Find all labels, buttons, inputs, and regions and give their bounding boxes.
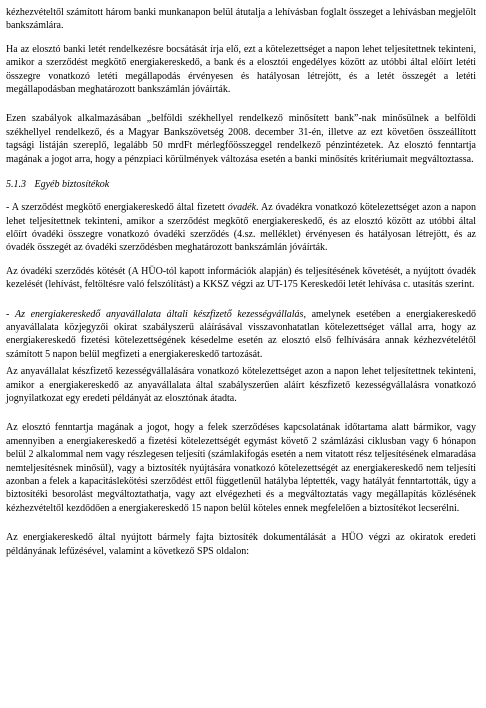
paragraph-guarantee-fulfilment: Az anyavállalat készfizető kezességvállalására vonatkozó kötelezettséget azon a napon lehet teljesítettnek tekinteni, amikor a energiakereskedő az anyavállalata által szabályszerűen aláírt készfizető kezességvállalásra vonatkozó jognyilatkozat egy eredeti példányát az elosztónak átadta.	[6, 366, 476, 404]
paragraph-transfer: kézhezvételtől számított három banki munkanapon belül átutalja a lehívásban foglalt összeget a lehívásban megjelölt bankszámlára.	[6, 7, 476, 32]
ovadek-rest: . Az óvadékra vonatkozó kötelezettséget azon a napon lehet teljesítettnek tekinteni, amikor a szerződést megkötő energiakereskedő, és az elosztó között az utóbbi által előírt óvadéki összegre vonatkozó óvadéki szerződés (4.sz. melléklet) érvényesen és hatályosan létrejött, és az óvadék összegét az óvadéki szerződésben meghatározott bankszámlán jóváírták.	[6, 202, 476, 254]
ovadek-term: óvadék	[227, 202, 257, 214]
section-number: 5.1.3	[6, 178, 26, 190]
section-title: Egyéb biztosítékok	[34, 178, 110, 190]
paragraph-bank-deposit: Ha az elosztó banki letét rendelkezésre bocsátását írja elő, ezt a kötelezettséget a napon lehet teljesítettnek tekinteni, amikor a szerződést megkötő energiakereskedő, a bank és a elosztói engedélyes között az utóbbi által előírt letéti összegre vonatkozó letéti megállapodás érvényesen és hatályosan létrejött, és a letét összegét a letéti megállapodásban meghatározott bankszámlán jóváírták.	[6, 43, 476, 95]
section-heading	[6, 178, 476, 191]
paragraph-documentation: Az energiakereskedő által nyújtott bármely fajta biztosíték dokumentálását a HÜO végzi az okiratok eredeti példányának lefűzésével, valamint a következő SPS oldalon:	[6, 532, 476, 557]
paragraph-ovadek-handling: Az óvadéki szerződés kötését (A HÜO-tól kapott információk alapján) és teljesítésének követését, a nyújtott óvadék kezelését (lehívást, feltöltésre való felszólítást) a KKSZ végzi az UT-175 Kereskedői letét lehívása c. utasítás szerint.	[6, 265, 476, 291]
ovadek-lead: - A szerződést megkötő energiakereskedő által fizetett	[6, 202, 228, 214]
guarantee-rest: , amelynek esetében a energiakereskedő anyavállalata közjegyzői okirat szabályszerű aláírásával visszavonhatatlan kötelezettséget vállal arra, hogy az energiakereskedő fizetési kötelezettségének késedelme esetén az elosztó első felhívására annak kézhezvételétől számított 5 napon belül megfizeti a energiakereskedő tartozását.	[6, 308, 476, 360]
paragraph-reclassification: Az elosztó fenntartja magának a jogot, hogy a felek szerződéses kapcsolatának időtartama alatt bármikor, vagy amennyiben a energiakereskedő a fizetési kötelezettségét egymást követő 2 számlázási ciklusban vagy 6 hónapon belül 2 alkalommal nem vagy részlegesen teljesíti (számlakifogás esetén a nem vitatott rész teljesítésének elmaradása nemteljesítésnek minősül), vagy a biztosíték nyújtására vonatkozó kötelezettségét az energiakereskedő nem teljesíti azonban a felek a kapacitáslekötési szerződést ettől függetlenül hatályba léptették, vagy hatályát fenntartották, úgy a biztosítéki besorolást megváltoztathatja, vagy azt elvégezheti és a megváltoztatás vagy megállapítás közlésének kézhezvételtől kezdődően a energiakereskedő 15 napon belül köteles ennek megfelelően a biztosítékot lecserélni.	[6, 422, 476, 514]
paragraph-guarantee	[6, 308, 476, 362]
guarantee-term: Az energiakereskedő anyavállalata általi készfizető kezességvállalás	[14, 308, 304, 320]
paragraph-qualified-bank: Ezen szabályok alkalmazásában „belföldi székhellyel rendelkező minősített bank”-nak minősülnek a belföldi székhellyel rendelkező, és a Magyar Bankszövetség 2008. december 31-én, illetve az ezt követően összeállított tagsági listáján szereplő, legalább 50 mrdFt mérlegfőösszeggel rendelkező pénzintézetek. Az elosztó fenntartja magának a jogot arra, hogy a pénzpiaci körülmények változása esetén a banki minősítés kritériumait megváltoztassa.	[6, 113, 476, 165]
paragraph-ovadek	[6, 201, 476, 255]
guarantee-lead: -	[6, 308, 15, 320]
